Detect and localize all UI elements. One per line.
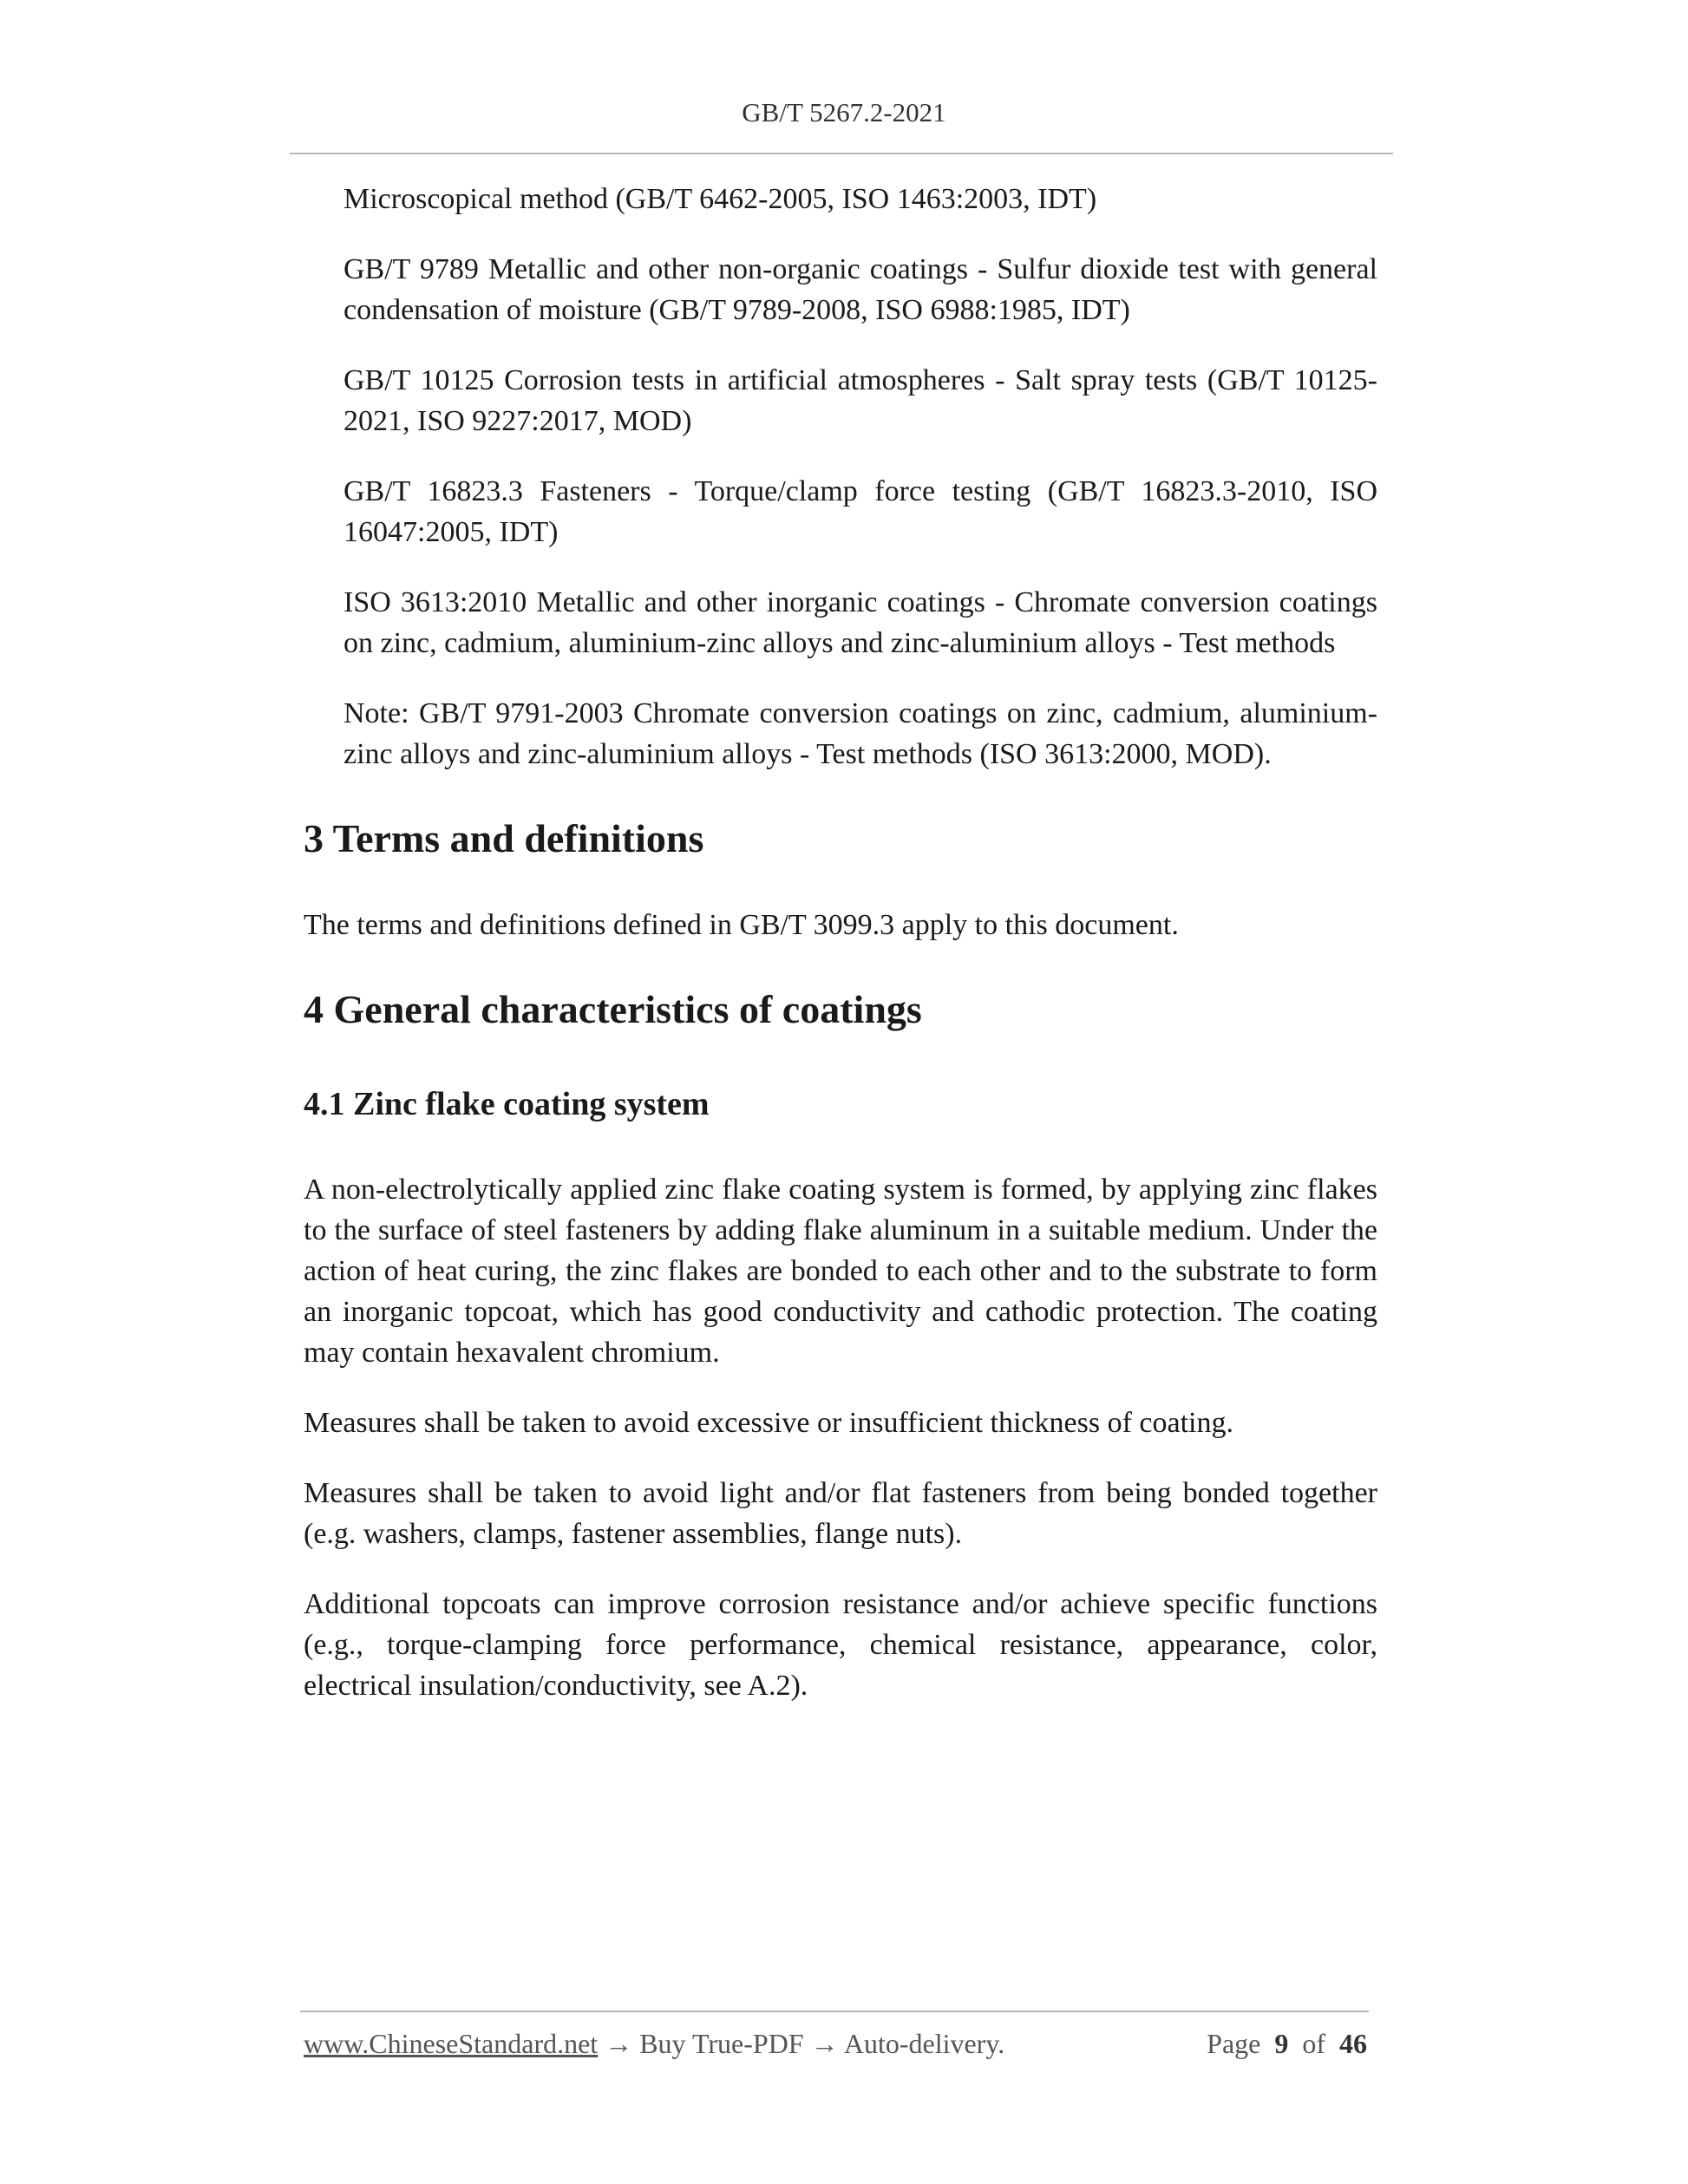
normative-references-list [343, 179, 1377, 775]
website-link[interactable]: www.ChineseStandard.net [304, 2028, 599, 2059]
reference-item: GB/T 9789 Metallic and other non-organic coatings - Sulfur dioxide test with general condensation of moisture (GB/T 9789-2008, ISO 6988:1985, IDT) [343, 253, 1377, 326]
page-number: 9 [1274, 2028, 1289, 2059]
arrow-icon: → [810, 2028, 839, 2059]
buy-pdf-text: Buy True-PDF [639, 2028, 804, 2059]
section-4-1-paragraph: Measures shall be taken to avoid excessive or insufficient thickness of coating. [304, 1407, 1233, 1439]
section-4-1-paragraph: Measures shall be taken to avoid light and/or flat fasteners from being bonded together (e.g. washers, clamps, fastener assemblies, flange nuts). [304, 1477, 1377, 1550]
header-divider [290, 153, 1393, 154]
header-title: GB/T 5267.2-2021 [742, 97, 946, 128]
reference-item: GB/T 16823.3 Fasteners - Torque/clamp force testing (GB/T 16823.3-2010, ISO 16047:2005, IDT) [343, 475, 1377, 548]
section-4-1-paragraph: A non-electrolytically applied zinc flake coating system is formed, by applying zinc flakes to the surface of steel fasteners by adding flake aluminum in a suitable medium. Under the action of heat curing, the zinc flakes are bonded to each other and to the substrate to form an inorganic topcoat, which has good conductivity and cathodic protection. The coating may contain hexavalent chromium. [304, 1174, 1377, 1369]
section-3-text: The terms and definitions defined in GB/T 3099.3 apply to this document. [304, 909, 1179, 941]
of-label: of [1302, 2028, 1325, 2059]
reference-item: Microscopical method (GB/T 6462-2005, ISO 1463:2003, IDT) [343, 183, 1097, 215]
reference-item: GB/T 10125 Corrosion tests in artificial atmospheres - Salt spray tests (GB/T 10125-2021, ISO 9227:2017, MOD) [343, 364, 1377, 437]
reference-item: ISO 3613:2010 Metallic and other inorganic coatings - Chromate conversion coatings on zinc, cadmium, aluminium-zinc alloys and zinc-aluminium alloys - Test methods [343, 586, 1377, 659]
section-4-heading: 4 General characteristics of coatings [304, 987, 922, 1031]
page-label: Page [1207, 2028, 1261, 2059]
section-4-1-paragraph: Additional topcoats can improve corrosion resistance and/or achieve specific functions (e.g., torque-clamping force performance, chemical resistance, appearance, color, electrical insulation/conductivity, see A.2). [304, 1588, 1377, 1702]
auto-delivery-text: Auto-delivery. [843, 2028, 1005, 2059]
section-3-heading: 3 Terms and definitions [304, 816, 704, 860]
page-content [304, 179, 1377, 1736]
page-total: 46 [1339, 2028, 1367, 2059]
page-indicator [1207, 2028, 1367, 2060]
footer-promo [304, 2028, 1004, 2060]
section-4-1-heading: 4.1 Zinc flake coating system [304, 1086, 710, 1122]
arrow-icon: → [605, 2028, 633, 2059]
footer-divider [300, 2011, 1369, 2012]
reference-note: Note: GB/T 9791-2003 Chromate conversion coatings on zinc, cadmium, aluminium-zinc alloys and zinc-aluminium alloys - Test methods (ISO 3613:2000, MOD). [343, 697, 1377, 770]
